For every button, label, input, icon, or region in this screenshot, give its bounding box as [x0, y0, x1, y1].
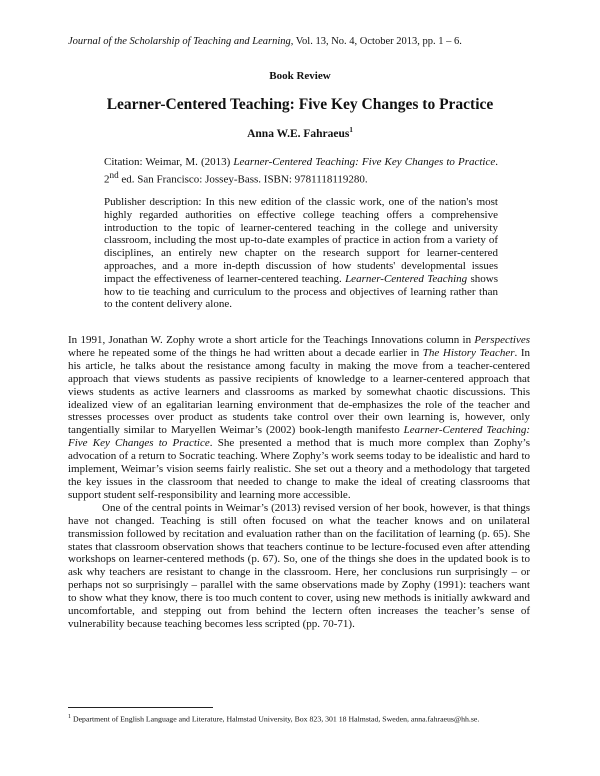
publisher-text: Publisher description: In this new edition of the classic work, one of the nation's most highly regarded authorities on effective college teaching offers a comprehensive introduction to the topic of learner-centered teaching in the college and university classroom, including the most up-to-date examples of practice in action from a variety of disciplines, an entirely new chapter on the research support for learner-centered approaches, and a more in-depth discussion of how students' developmental issues impact the effectiveness of learner-centered teaching.: [104, 196, 498, 285]
publisher-description: [104, 196, 498, 311]
citation: [104, 156, 498, 186]
author-name: Anna W.E. Fahraeus: [247, 127, 350, 140]
p1-a: In 1991, Jonathan W. Zophy wrote a short article for the Teachings Innovations column in: [68, 334, 475, 346]
paragraph-2: One of the central points in Weimar’s (2013) revised version of her book, however, is that things have not changed. Teaching is still often focused on what the teacher knows and on unilateral transmission followed by recitation and evaluation rather than on the facilitation of learning (p. 65). She states that classroom observation shows that teachers continue to be lecture-focused even after attending workshops on learner-centered methods (p. 67). So, one of the things she does in the updated book is to ask why teachers are resistant to change in the classroom. Here, her conclusions run surprisingly – or perhaps not so surprisingly – parallel with the same observations made by Zophy (1991): teachers want to show what they know, there is too much content to cover, using new methods is initially awkward and uncomfortable, and stepping out from behind the lectern often increases the teacher’s sense of vulnerability because teaching becomes less scripted (pp. 70-71).: [68, 501, 530, 630]
page-title: Learner-Centered Teaching: Five Key Changes to Practice: [106, 96, 494, 113]
citation-prefix: Citation: Weimar, M. (2013): [104, 156, 234, 168]
p1-c: . In his article, he talks about the resistance among faculty in making the move from a teacher-centered approach that views students as passive recipients of knowledge to a learner-centered approach that views students as active learners and classrooms as marked by somewhat chaotic discussions. This idealized view of an egalitarian learning environment that de-emphasizes the role of the teacher and stresses processes over product as students take control over their own learning is, however, only tangentially similar to Maryellen Weimar’s (2002) book-length manifesto: [68, 346, 530, 437]
publisher-text-end: shows how to tie teaching and curriculum to the process and objectives of learning rather than to the content delivery alone.: [104, 272, 498, 311]
footnote: [68, 712, 530, 725]
citation-edition-sup: nd: [109, 169, 119, 180]
footnote-divider: [68, 707, 213, 708]
paragraph-1: [68, 334, 530, 502]
journal-details: , Vol. 13, No. 4, October 2013, pp. 1 – 6.: [290, 36, 462, 47]
footnote-text: Department of English Language and Literature, Halmstad University, Box 823, 301 18 Halmstad, Sweden, anna.fahraeus@hh.se.: [71, 714, 480, 724]
journal-name: Journal of the Scholarship of Teaching and Learning: [68, 36, 291, 47]
p1-d: . She presented a method that is much more complex than Zophy’s advocation of a return to Socratic teaching. Where Zophy’s work seems today to be idealistic and hard to implement, Weimar’s vision seems fairly realistic. She set out a theory and a methodology that targeted the key issues in the classroom that needed to change to make the ideal of creating classrooms that support student self-responsibility and learning more accessible.: [68, 437, 530, 501]
author: [0, 126, 600, 140]
running-header: [68, 36, 462, 47]
citation-book-title: Learner-Centered Teaching: Five Key Changes to Practice: [233, 156, 496, 168]
p1-perspectives: Perspectives: [474, 334, 530, 346]
author-footnote-mark: 1: [349, 126, 353, 134]
p1-b: where he repeated some of the things he had written about a decade earlier in: [68, 346, 423, 359]
citation-mid: . 2: [104, 156, 498, 186]
publisher-book-title: Learner-Centered Teaching: [345, 272, 468, 285]
citation-suffix: ed. San Francisco: Jossey-Bass. ISBN: 9781118119280.: [118, 173, 368, 186]
p1-book-title: Learner-Centered Teaching: Five Key Changes to Practice: [68, 424, 530, 450]
p1-history-teacher: The History Teacher: [422, 346, 515, 359]
footnote-mark: 1: [68, 714, 71, 720]
body-text: [68, 334, 530, 631]
section-label: Book Review: [269, 70, 331, 82]
